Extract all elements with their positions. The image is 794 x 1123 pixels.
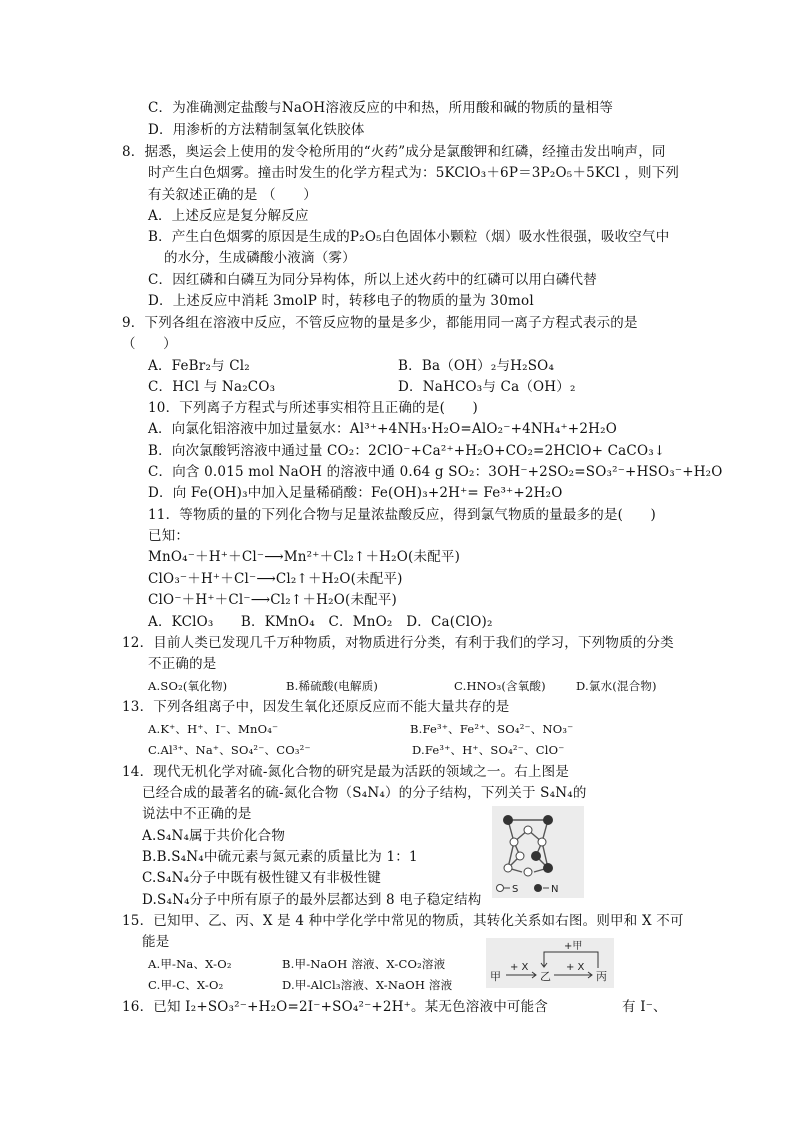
atom-n <box>531 851 541 861</box>
q8-option-a: A．上述反应是复分解反应 <box>148 208 309 224</box>
flow-label-x2: + X <box>566 962 585 973</box>
q8-option-b-line2: 的水分，生成磷酸小液滴（雾） <box>164 250 356 266</box>
legend-s-label: S <box>512 884 519 895</box>
q12-option-a: A.SO₂(氧化物) <box>148 679 228 693</box>
q13-option-d: D.Fe³⁺、H⁺、SO₄²⁻、ClO⁻ <box>412 743 565 757</box>
q11-known: 已知： <box>148 528 190 544</box>
flow-node-b: 乙 <box>540 970 551 983</box>
q10-stem: 10．下列离子方程式与所述事实相符且正确的是( ) <box>148 400 478 416</box>
q11-equation-3: ClO⁻＋H⁺＋Cl⁻⟶Cl₂↑＋H₂O(未配平) <box>148 592 398 608</box>
q9-option-c: C．HCl 与 Na₂CO₃ <box>148 379 276 395</box>
legend-s-marker <box>497 885 504 892</box>
q14-option-d: D.S₄N₄分子中所有原子的最外层都达到 8 电子稳定结构 <box>142 892 482 908</box>
flow-label-add-a: +甲 <box>564 941 583 952</box>
atom-s <box>510 838 518 846</box>
q11-equation-2: ClO₃⁻＋H⁺＋Cl⁻⟶Cl₂↑＋H₂O(未配平) <box>148 571 403 587</box>
q15-option-d: D.甲-AlCl₃溶液、X-NaOH 溶液 <box>282 978 453 992</box>
q14-stem: 14．现代无机化学对硫-氮化合物的研究是最为活跃的领域之一。右上图是 <box>122 764 570 780</box>
atom-n <box>543 815 553 825</box>
q9-option-d: D．NaHCO₃与 Ca（OH）₂ <box>398 379 576 395</box>
conversion-flow-diagram <box>486 938 614 988</box>
atom-s <box>524 826 532 834</box>
atom-s <box>524 868 532 876</box>
q15-option-a: A.甲-Na、X-O₂ <box>148 957 232 971</box>
conversion-flow-figure <box>486 938 614 988</box>
q14-option-a: A.S₄N₄属于共价化合物 <box>142 828 286 844</box>
q14-stem-line2: 已经合成的最著名的硫-氮化合物（S₄N₄）的分子结构，下列关于 S₄N₄的 <box>142 785 587 801</box>
s4n4-molecule-diagram <box>492 806 584 898</box>
q13-stem: 13．下列各组离子中，因发生氧化还原反应而不能大量共存的是 <box>122 699 510 715</box>
legend-n-label: N <box>551 884 559 895</box>
q13-option-c: C.Al³⁺、Na⁺、SO₄²⁻、CO₃²⁻ <box>148 743 311 757</box>
atom-s <box>538 838 546 846</box>
q9-option-a: A．FeBr₂与 Cl₂ <box>148 358 250 374</box>
q14-option-c: C.S₄N₄分子中既有极性键又有非极性键 <box>142 870 382 886</box>
flow-label-x1: + X <box>510 962 529 973</box>
q8-option-b: B．产生白色烟雾的原因是生成的P₂O₅白色固体小颗粒（烟）吸水性很强，吸收空气中 <box>148 229 670 245</box>
q12-option-d: D.氯水(混合物) <box>576 679 657 693</box>
q9-stem: 9．下列各组在溶液中反应，不管反应物的量是多少，都能用同一离子方程式表示的是 <box>122 315 638 331</box>
flow-node-c: 丙 <box>596 970 607 983</box>
legend-n-marker <box>534 884 542 892</box>
atom-s <box>504 864 512 872</box>
flow-node-a: 甲 <box>490 970 501 983</box>
q16-stem: 16．已知 I₂+SO₃²⁻+H₂O=2I⁻+SO₄²⁻+2H⁺。某无色溶液中可能含 <box>122 999 548 1015</box>
q10-option-b: B．向次氯酸钙溶液中通过量 CO₂：2ClO⁻+Ca²⁺+H₂O+CO₂=2HClO+ CaCO₃↓ <box>148 443 666 459</box>
q11-options: A．KClO₃ B．KMnO₄ C．MnO₂ D．Ca(ClO)₂ <box>148 614 493 630</box>
q12-option-c: C.HNO₃(含氧酸) <box>454 679 546 693</box>
q8-stem-line2: 时产生白色烟雾。撞击时发生的化学方程式为：5KClO₃＋6P＝3P₂O₅＋5KCl ，则下列 <box>148 165 680 181</box>
q8-option-c: C．因红磷和白磷互为同分异构体，所以上述火药中的红磷可以用白磷代替 <box>148 272 597 288</box>
atom-n <box>543 863 553 873</box>
q7-option-d: D．用渗析的方法精制氢氧化铁胶体 <box>148 122 365 138</box>
q10-option-a: A．向氯化铝溶液中加过量氨水：Al³⁺+4NH₃·H₂O=AlO₂⁻+4NH₄⁺+2H₂O <box>148 421 617 437</box>
q10-option-d: D．向 Fe(OH)₃中加入足量稀硝酸：Fe(OH)₃+2H⁺= Fe³⁺+2H₂O <box>148 485 563 501</box>
atom-s <box>516 852 524 860</box>
q10-option-c: C．向含 0.015 mol NaOH 的溶液中通 0.64 g SO₂：3OH⁻+2SO₂=SO₃²⁻+HSO₃⁻+H₂O <box>148 464 723 480</box>
q13-option-b: B.Fe³⁺、Fe²⁺、SO₄²⁻、NO₃⁻ <box>410 722 574 736</box>
atom-n <box>503 815 513 825</box>
q14-stem-line3: 说法中不正确的是 <box>142 806 252 822</box>
q8-option-d: D．上述反应中消耗 3molP 时，转移电子的物质的量为 30mol <box>148 293 534 309</box>
q9-option-b: B．Ba（OH）₂与H₂SO₄ <box>398 358 555 374</box>
q15-stem: 15．已知甲、乙、丙、X 是 4 种中学化学中常见的物质，其转化关系如右图。则甲和 X 不可 <box>122 913 684 929</box>
q9-blank: （ ） <box>122 336 177 352</box>
q12-stem-line2: 不正确的是 <box>148 656 217 672</box>
q11-stem: 11．等物质的量的下列化合物与足量浓盐酸反应，得到氯气物质的量最多的是( ) <box>148 507 657 523</box>
q7-option-c: C．为准确测定盐酸与NaOH溶液反应的中和热，所用酸和碱的物质的量相等 <box>148 100 614 116</box>
q11-equation-1: MnO₄⁻＋H⁺＋Cl⁻⟶Mn²⁺＋Cl₂↑＋H₂O(未配平) <box>148 549 461 565</box>
q16-stem-tail: 有 I⁻、 <box>622 999 667 1015</box>
q12-option-b: B.稀硫酸(电解质) <box>286 679 379 693</box>
s4n4-molecule-figure <box>492 806 584 898</box>
q8-stem-line3: 有关叙述正确的是 （ ） <box>148 187 317 203</box>
q13-option-a: A.K⁺、H⁺、I⁻、MnO₄⁻ <box>148 722 279 736</box>
q14-option-b: B.B.S₄N₄中硫元素与氮元素的质量比为 1：1 <box>142 849 418 865</box>
q15-option-c: C.甲-C、X-O₂ <box>148 978 224 992</box>
q15-stem-line2: 能是 <box>142 934 170 950</box>
q8-stem: 8．据悉，奥运会上使用的发令枪所用的“火药”成分是氯酸钾和红磷，经撞击发出响声，同 <box>122 144 666 160</box>
q15-option-b: B.甲-NaOH 溶液、X-CO₂溶液 <box>282 957 446 971</box>
q12-stem: 12．目前人类已发现几千万种物质，对物质进行分类，有利于我们的学习，下列物质的分类 <box>122 635 674 651</box>
